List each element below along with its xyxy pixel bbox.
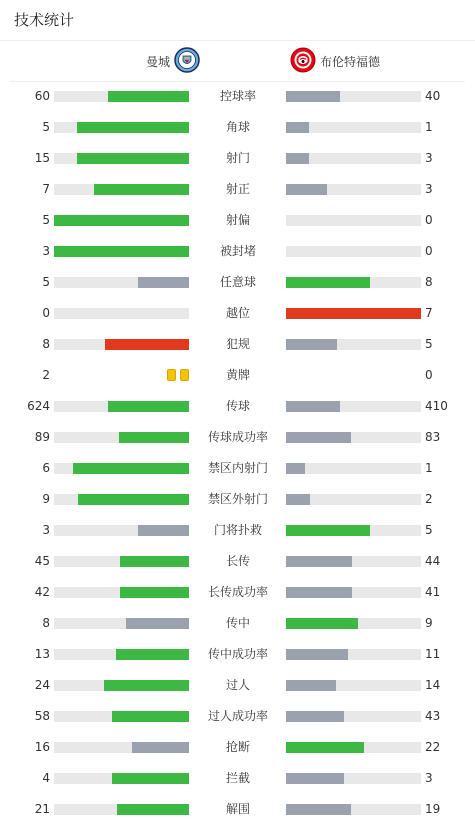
home-bar-track bbox=[54, 401, 189, 412]
title-divider bbox=[0, 40, 475, 41]
stat-label: 被封堵 bbox=[219, 244, 256, 258]
away-bar-fill bbox=[286, 649, 348, 660]
away-bar-track bbox=[286, 618, 421, 629]
stat-label: 过人成功率 bbox=[207, 709, 268, 723]
home-bar-track bbox=[54, 153, 189, 164]
home-bar-fill bbox=[132, 742, 189, 753]
home-value: 2 bbox=[42, 368, 50, 382]
home-bar-track bbox=[54, 308, 189, 319]
stat-row bbox=[0, 360, 475, 391]
away-value: 5 bbox=[425, 523, 433, 537]
home-bar-fill bbox=[112, 773, 189, 784]
away-value: 0 bbox=[425, 244, 433, 258]
away-bar-track bbox=[286, 308, 421, 319]
stat-label: 过人 bbox=[225, 678, 250, 692]
away-bar-fill bbox=[286, 401, 340, 412]
home-bar-fill bbox=[77, 153, 189, 164]
stat-row bbox=[0, 701, 475, 732]
home-bar-fill bbox=[105, 339, 189, 350]
stat-row bbox=[0, 329, 475, 360]
away-bar-fill bbox=[286, 773, 344, 784]
home-bar-fill bbox=[138, 277, 189, 288]
away-value: 3 bbox=[425, 771, 433, 785]
away-value: 0 bbox=[425, 368, 433, 382]
away-bar-track bbox=[286, 463, 421, 474]
stat-label: 犯规 bbox=[225, 337, 250, 351]
home-value: 5 bbox=[42, 213, 50, 227]
away-bar-track bbox=[286, 246, 421, 257]
home-team-header[interactable] bbox=[100, 47, 200, 75]
away-bar-fill bbox=[286, 463, 305, 474]
away-bar-track bbox=[286, 432, 421, 443]
home-bar-track bbox=[54, 277, 189, 288]
stat-label: 射门 bbox=[225, 151, 250, 165]
home-bar-track bbox=[54, 463, 189, 474]
home-value: 7 bbox=[42, 182, 50, 196]
stat-label: 角球 bbox=[225, 120, 250, 134]
away-bar-track bbox=[286, 122, 421, 133]
away-value: 8 bbox=[425, 275, 433, 289]
brentford-crest-icon bbox=[290, 47, 316, 76]
stat-label: 长传 bbox=[225, 554, 250, 568]
home-value: 0 bbox=[42, 306, 50, 320]
stat-row bbox=[0, 174, 475, 205]
page-title: 技术统计 bbox=[14, 11, 75, 29]
home-bar-fill bbox=[108, 401, 189, 412]
away-bar-fill bbox=[286, 277, 370, 288]
home-bar-fill bbox=[126, 618, 189, 629]
away-bar-track bbox=[286, 711, 421, 722]
away-bar-track bbox=[286, 742, 421, 753]
away-bar-track bbox=[286, 773, 421, 784]
home-value: 42 bbox=[34, 585, 50, 599]
away-bar-fill bbox=[286, 680, 336, 691]
away-value: 1 bbox=[425, 461, 433, 475]
away-value: 3 bbox=[425, 182, 433, 196]
home-bar-track bbox=[54, 525, 189, 536]
home-bar-track bbox=[54, 494, 189, 505]
away-bar-fill bbox=[286, 153, 309, 164]
home-bar-fill bbox=[77, 122, 189, 133]
home-value: 624 bbox=[27, 399, 50, 413]
stat-row bbox=[0, 515, 475, 546]
stat-label: 解围 bbox=[225, 802, 250, 816]
home-bar-track bbox=[54, 587, 189, 598]
home-bar-track bbox=[54, 711, 189, 722]
stat-label: 门将扑救 bbox=[213, 523, 262, 537]
home-value: 8 bbox=[42, 616, 50, 630]
stat-label: 传球 bbox=[225, 399, 250, 413]
away-bar-track bbox=[286, 401, 421, 412]
home-bar-track bbox=[54, 618, 189, 629]
stat-label: 黄牌 bbox=[225, 368, 250, 382]
away-bar-fill bbox=[286, 122, 309, 133]
home-bar-track bbox=[54, 773, 189, 784]
home-bar-fill bbox=[112, 711, 189, 722]
away-bar-track bbox=[286, 339, 421, 350]
stat-row bbox=[0, 763, 475, 794]
away-team-name: 布伦特福德 bbox=[320, 54, 381, 69]
away-value: 40 bbox=[425, 89, 441, 103]
yellow-card-icon bbox=[180, 369, 189, 381]
away-bar-track bbox=[286, 153, 421, 164]
home-value: 45 bbox=[34, 554, 50, 568]
stat-label: 射正 bbox=[225, 182, 250, 196]
stat-row bbox=[0, 794, 475, 825]
home-value: 16 bbox=[34, 740, 50, 754]
stat-row bbox=[0, 143, 475, 174]
home-bar-track bbox=[54, 184, 189, 195]
home-bar-track bbox=[54, 804, 189, 815]
home-value: 58 bbox=[34, 709, 50, 723]
home-bar-fill bbox=[117, 804, 189, 815]
away-bar-fill bbox=[286, 432, 351, 443]
home-value: 15 bbox=[34, 151, 50, 165]
stat-row bbox=[0, 267, 475, 298]
stat-label: 任意球 bbox=[219, 275, 256, 289]
home-bar-track bbox=[54, 649, 189, 660]
away-bar-track bbox=[286, 804, 421, 815]
home-value: 13 bbox=[34, 647, 50, 661]
away-bar-track bbox=[286, 680, 421, 691]
home-value: 5 bbox=[42, 120, 50, 134]
away-value: 44 bbox=[425, 554, 441, 568]
stat-row bbox=[0, 236, 475, 267]
home-value: 6 bbox=[42, 461, 50, 475]
home-value: 9 bbox=[42, 492, 50, 506]
home-bar-track bbox=[54, 122, 189, 133]
away-value: 11 bbox=[425, 647, 441, 661]
home-value: 3 bbox=[42, 523, 50, 537]
home-bar-fill bbox=[120, 587, 189, 598]
home-bar-fill bbox=[73, 463, 189, 474]
away-bar-track bbox=[286, 556, 421, 567]
away-bar-track bbox=[286, 91, 421, 102]
home-bar-track bbox=[54, 556, 189, 567]
away-bar-track bbox=[286, 277, 421, 288]
stat-label: 越位 bbox=[225, 306, 250, 320]
away-value: 410 bbox=[425, 399, 448, 413]
home-value: 89 bbox=[34, 430, 50, 444]
home-yellow-cards bbox=[54, 369, 189, 382]
away-bar-fill bbox=[286, 711, 344, 722]
man-city-crest-icon bbox=[174, 47, 200, 76]
stat-row bbox=[0, 577, 475, 608]
home-bar-fill bbox=[78, 494, 189, 505]
home-value: 60 bbox=[34, 89, 50, 103]
stat-row bbox=[0, 546, 475, 577]
away-bar-fill bbox=[286, 494, 310, 505]
away-bar-track bbox=[286, 215, 421, 226]
home-bar-fill bbox=[94, 184, 189, 195]
away-bar-fill bbox=[286, 184, 327, 195]
home-value: 24 bbox=[34, 678, 50, 692]
home-bar-track bbox=[54, 742, 189, 753]
away-value: 3 bbox=[425, 151, 433, 165]
home-bar-track bbox=[54, 215, 189, 226]
away-value: 1 bbox=[425, 120, 433, 134]
away-value: 9 bbox=[425, 616, 433, 630]
home-value: 4 bbox=[42, 771, 50, 785]
away-value: 83 bbox=[425, 430, 441, 444]
home-bar-fill bbox=[120, 556, 189, 567]
stat-row bbox=[0, 453, 475, 484]
away-bar-fill bbox=[286, 339, 337, 350]
away-value: 43 bbox=[425, 709, 441, 723]
home-bar-fill bbox=[138, 525, 189, 536]
stat-row bbox=[0, 484, 475, 515]
stat-row bbox=[0, 732, 475, 763]
stat-label: 控球率 bbox=[219, 89, 256, 103]
stat-label: 射偏 bbox=[225, 213, 250, 227]
away-bar-fill bbox=[286, 804, 351, 815]
away-bar-track bbox=[286, 184, 421, 195]
home-bar-track bbox=[54, 680, 189, 691]
away-bar-fill bbox=[286, 556, 352, 567]
stat-row bbox=[0, 422, 475, 453]
home-bar-track bbox=[54, 246, 189, 257]
away-bar-track bbox=[286, 525, 421, 536]
away-value: 19 bbox=[425, 802, 441, 816]
away-bar-fill bbox=[286, 525, 370, 536]
home-value: 21 bbox=[34, 802, 50, 816]
home-bar-fill bbox=[54, 246, 189, 257]
stat-label: 传中成功率 bbox=[207, 647, 268, 661]
away-bar-track bbox=[286, 587, 421, 598]
home-bar-track bbox=[54, 339, 189, 350]
away-value: 14 bbox=[425, 678, 441, 692]
stat-label: 长传成功率 bbox=[207, 585, 268, 599]
stat-label: 传球成功率 bbox=[207, 430, 268, 444]
away-bar-track bbox=[286, 649, 421, 660]
stat-label: 禁区内射门 bbox=[207, 461, 268, 475]
stat-row bbox=[0, 670, 475, 701]
away-value: 5 bbox=[425, 337, 433, 351]
away-bar-fill bbox=[286, 742, 364, 753]
stat-label: 传中 bbox=[225, 616, 250, 630]
yellow-card-icon bbox=[167, 369, 176, 381]
away-value: 7 bbox=[425, 306, 433, 320]
away-bar-fill bbox=[286, 618, 358, 629]
stat-label: 抢断 bbox=[225, 740, 250, 754]
away-value: 41 bbox=[425, 585, 441, 599]
home-bar-fill bbox=[54, 215, 189, 226]
stat-row bbox=[0, 639, 475, 670]
stats-table bbox=[0, 81, 475, 825]
stat-row bbox=[0, 298, 475, 329]
away-bar-fill bbox=[286, 587, 352, 598]
stat-row bbox=[0, 112, 475, 143]
home-value: 8 bbox=[42, 337, 50, 351]
stat-row bbox=[0, 391, 475, 422]
home-team-name: 曼城 bbox=[145, 54, 170, 69]
away-team-header[interactable] bbox=[290, 47, 410, 75]
stat-row bbox=[0, 205, 475, 236]
home-bar-fill bbox=[104, 680, 189, 691]
home-value: 5 bbox=[42, 275, 50, 289]
home-bar-fill bbox=[119, 432, 189, 443]
stat-label: 拦截 bbox=[225, 771, 250, 785]
home-value: 3 bbox=[42, 244, 50, 258]
stat-row bbox=[0, 608, 475, 639]
home-bar-track bbox=[54, 432, 189, 443]
home-bar-fill bbox=[116, 649, 189, 660]
away-bar-track bbox=[286, 494, 421, 505]
away-value: 22 bbox=[425, 740, 441, 754]
away-value: 2 bbox=[425, 492, 433, 506]
stat-row bbox=[0, 81, 475, 112]
stat-label: 禁区外射门 bbox=[207, 492, 268, 506]
home-bar-track bbox=[54, 91, 189, 102]
away-value: 0 bbox=[425, 213, 433, 227]
home-bar-fill bbox=[108, 91, 189, 102]
away-bar-fill bbox=[286, 91, 340, 102]
away-bar-fill bbox=[286, 308, 421, 319]
